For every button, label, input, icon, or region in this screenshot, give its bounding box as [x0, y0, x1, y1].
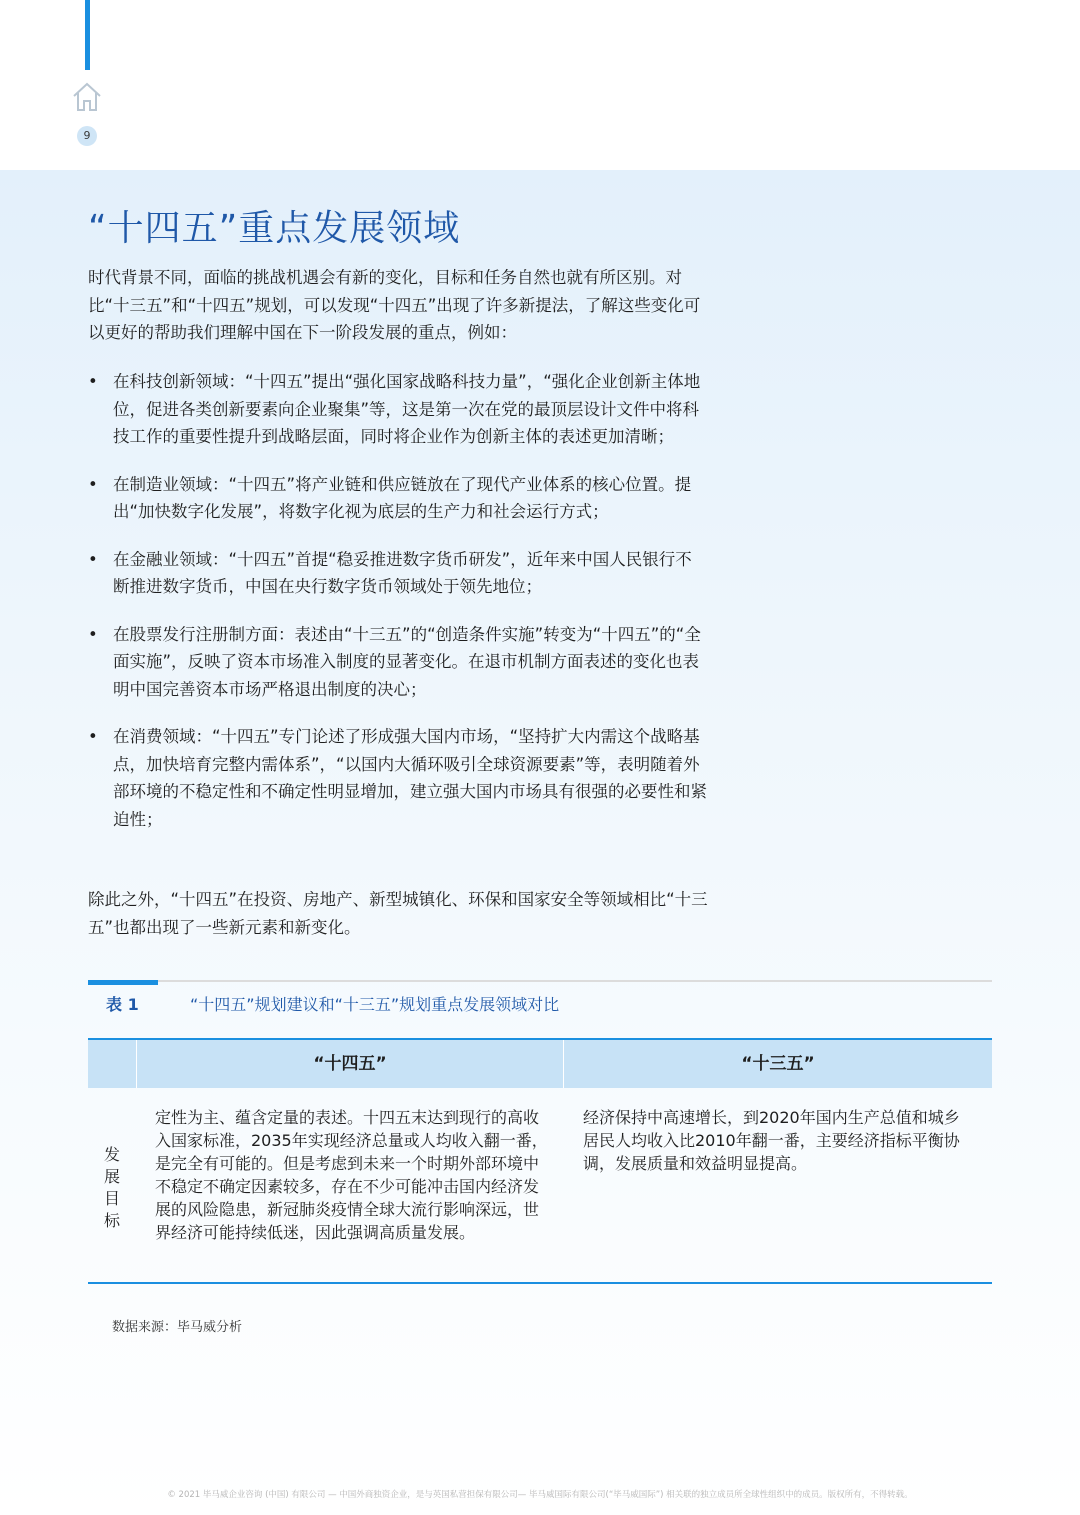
list-item [88, 471, 708, 526]
intro-paragraph: 时代背景不同，面临的挑战机遇会有新的变化，目标和任务自然也就有所区别。对比“十三五”和“十四五”规划，可以发现“十四五”出现了许多新提法，了解这些变化可以更好的帮助我们理解中国在下一阶段发展的重点，例如： [88, 268, 701, 342]
table-caption: “十四五”规划建议和“十三五”规划重点发展领域对比 [190, 995, 560, 1014]
closing-paragraph: 除此之外，“十四五”在投资、房地产、新型城镇化、环保和国家安全等领域相比“十三五”也都出现了一些新元素和新变化。 [88, 890, 708, 937]
top-header-area [0, 0, 1080, 170]
accent-bar [85, 0, 90, 70]
row-label-char: 发 [103, 1145, 120, 1164]
bullet-text: 在股票发行注册制方面：表述由“十三五”的“创造条件实施”转变为“十四五”的“全面实施”，反映了资本市场准入制度的显著变化。在退市机制方面表述的变化也表明中国完善资本市场严格退出制度的决心； [113, 624, 701, 699]
bullet-list [88, 368, 708, 853]
table-bottom-rule [88, 1282, 992, 1284]
table-header-blank [88, 1040, 136, 1088]
list-item [88, 621, 708, 704]
copyright-footer: © 2021 毕马威企业咨询 (中国) 有限公司 — 中国外商独资企业，是与英国私营担保有限公司— 毕马威国际有限公司(“毕马威国际”) 相关联的独立成员所全球性组织中的成员。版权所有，不得转载。 [167, 1490, 913, 1500]
table-cell-13th: 经济保持中高速增长，到2020年国内生产总值和城乡居民人均收入比2010年翻一番，主要经济指标平衡协调，发展质量和效益明显提高。 [583, 1108, 960, 1173]
table-label: 表 1 [106, 995, 139, 1014]
table-top-rule [88, 980, 992, 982]
list-item [88, 368, 708, 451]
bullet-text: 在制造业领域：“十四五”将产业链和供应链放在了现代产业体系的核心位置。提出“加快数字化发展”，将数字化视为底层的生产力和社会运行方式； [113, 474, 692, 521]
bullet-marker: • [88, 372, 98, 391]
table-header-14th: “十四五” [136, 1040, 563, 1088]
page-title: “十四五”重点发展领域 [88, 208, 461, 249]
bullet-marker: • [88, 474, 98, 494]
bullet-text: 在消费领域：“十四五”专门论述了形成强大国内市场，“坚持扩大内需这个战略基点，加快培育完整内需体系”，“以国内大循环吸引全球资源要素”等，表明随着外部环境的不稳定性和不确定性明显增加，建立强大国内市场具有很强的必要性和紧迫性； [113, 727, 707, 829]
table-header-13th: “十三五” [563, 1040, 992, 1088]
row-label-char: 展 [103, 1167, 120, 1186]
bullet-marker: • [88, 624, 98, 644]
list-item [88, 723, 708, 833]
bullet-marker: • [88, 727, 98, 746]
row-label-char: 标 [103, 1211, 120, 1230]
table-cell-14th: 定性为主、蕴含定量的表述。十四五末达到现行的高收入国家标准，2035年实现经济总量或人均收入翻一番，是完全有可能的。但是考虑到未来一个时期外部环境中不稳定不确定因素较多，存在不少可能冲击国内经济发展的风险隐患，新冠肺炎疫情全球大流行影响深远，世界经济可能持续低迷，因此强调高质量发展。 [155, 1108, 548, 1242]
bullet-text: 在科技创新领域：“十四五”提出“强化国家战略科技力量”，“强化企业创新主体地位，促进各类创新要素向企业聚集”等，这是第一次在党的最顶层设计文件中将科技工作的重要性提升到战略层面，同时将企业作为创新主体的表述更加清晰； [113, 372, 701, 446]
home-icon[interactable] [70, 80, 104, 114]
table-accent-rule [88, 980, 158, 985]
bullet-text: 在金融业领域：“十四五”首提“稳妥推进数字货币研发”，近年来中国人民银行不断推进数字货币，中国在央行数字货币领域处于领先地位； [113, 549, 692, 596]
bullet-marker: • [88, 549, 98, 569]
table-header-row [88, 1038, 992, 1088]
row-label-char: 目 [103, 1189, 120, 1208]
data-source-note: 数据来源：毕马威分析 [112, 1320, 243, 1335]
list-item [88, 546, 708, 601]
table-row-label [88, 1144, 136, 1232]
page-number-badge: 9 [77, 126, 97, 146]
